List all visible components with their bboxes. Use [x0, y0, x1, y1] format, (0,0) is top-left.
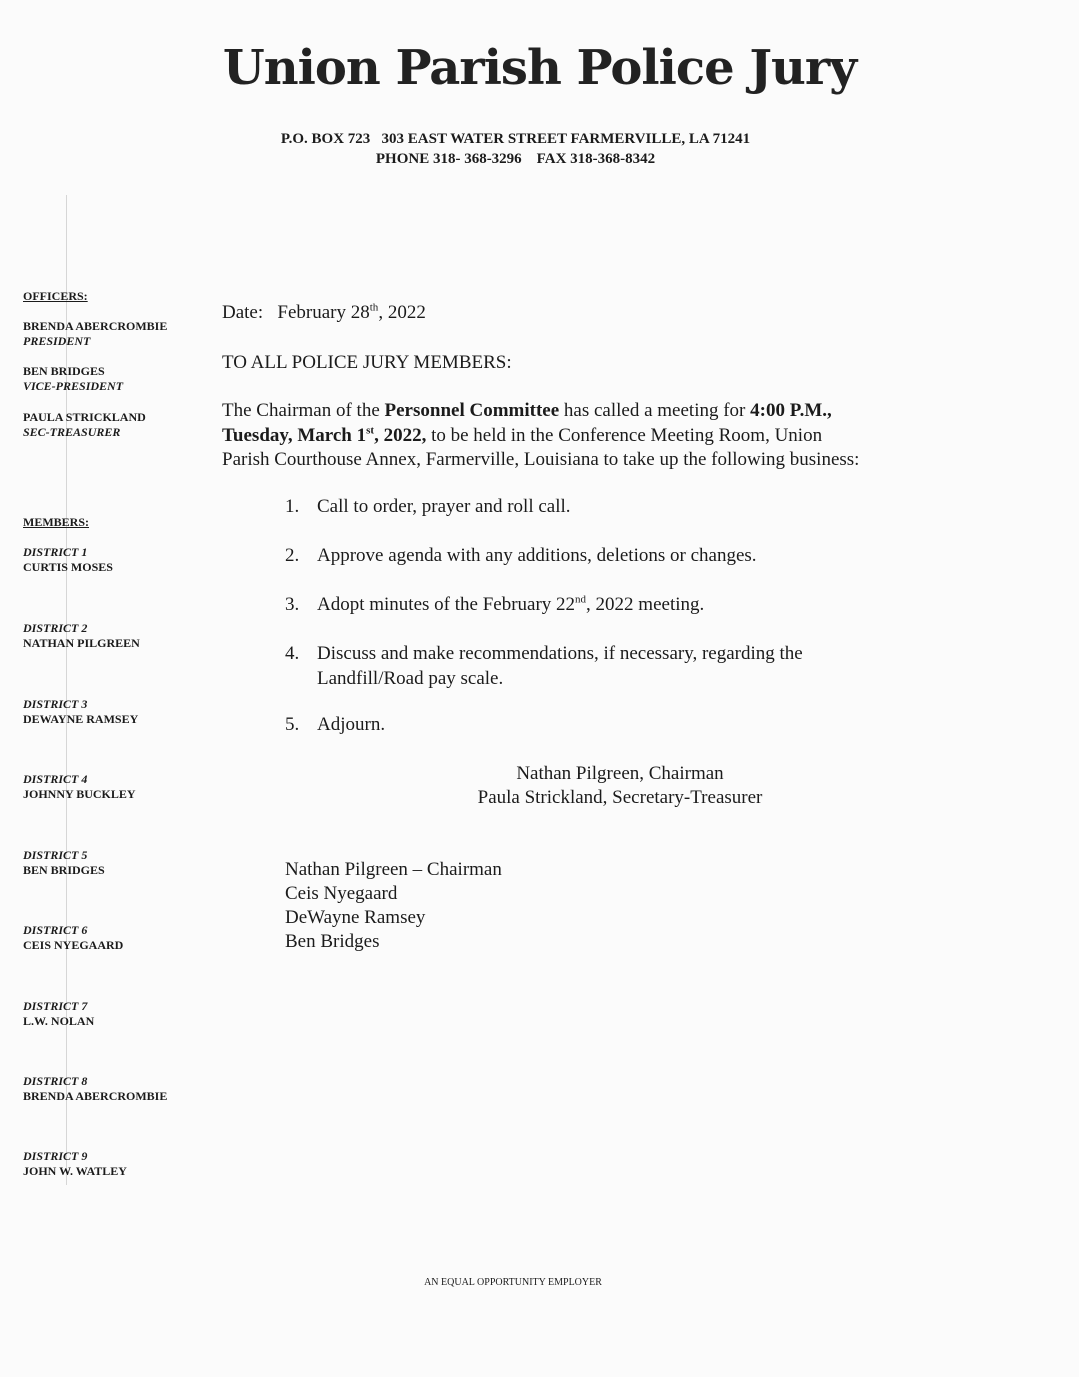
- letter-salutation: TO ALL POLICE JURY MEMBERS:: [222, 352, 512, 373]
- member-district-4: DISTRICT 4 JOHNNY BUCKLEY: [23, 772, 136, 801]
- member-district-9: DISTRICT 9 JOHN W. WATLEY: [23, 1149, 127, 1178]
- agenda-item-2: 2. Approve agenda with any additions, deletions or changes.: [285, 545, 757, 566]
- officer-vice-president: BEN BRIDGES VICE-PRESIDENT: [23, 364, 124, 393]
- officers-heading: OFFICERS:: [23, 289, 88, 303]
- signature-secretary: Paula Strickland, Secretary-Treasurer: [477, 787, 763, 808]
- officer-sec-treasurer: PAULA STRICKLAND SEC-TREASURER: [23, 410, 146, 439]
- committee-member: Ceis Nyegaard: [285, 883, 398, 904]
- member-district-2: DISTRICT 2 NATHAN PILGREEN: [23, 621, 140, 650]
- member-district-5: DISTRICT 5 BEN BRIDGES: [23, 848, 105, 877]
- member-district-1: DISTRICT 1 CURTIS MOSES: [23, 545, 113, 574]
- agenda-item-5: 5. Adjourn.: [285, 714, 386, 735]
- letterhead-title: Union Parish Police Jury: [222, 40, 857, 96]
- member-district-8: DISTRICT 8 BRENDA ABERCROMBIE: [23, 1074, 168, 1103]
- agenda-item-1: 1. Call to order, prayer and roll call.: [285, 496, 571, 517]
- member-district-7: DISTRICT 7 L.W. NOLAN: [23, 999, 95, 1028]
- committee-member: Nathan Pilgreen – Chairman: [285, 859, 502, 880]
- phone-line: PHONE 318- 368-3296 FAX 318-368-8342: [375, 151, 656, 167]
- letter-paragraph: The Chairman of the Personnel Committee has called a meeting for 4:00 P.M., Tuesday, March 1st, 2022, to be held in the Conference Meeting Room, Union Parish Courthouse Annex, Farmerville, Louisiana to take up the following business:: [222, 400, 860, 470]
- committee-member: Ben Bridges: [285, 931, 380, 952]
- address-line: P.O. BOX 723 303 EAST WATER STREET FARMERVILLE, LA 71241: [280, 131, 751, 147]
- letter-date: Date: February 28th, 2022: [222, 301, 426, 323]
- member-district-3: DISTRICT 3 DEWAYNE RAMSEY: [23, 697, 139, 726]
- officer-president: BRENDA ABERCROMBIE PRESIDENT: [23, 319, 168, 348]
- committee-member: DeWayne Ramsey: [285, 907, 426, 928]
- member-district-6: DISTRICT 6 CEIS NYEGAARD: [23, 923, 124, 952]
- agenda-item-3: 3. Adopt minutes of the February 22nd, 2022 meeting.: [285, 593, 705, 615]
- members-heading: MEMBERS:: [23, 515, 89, 529]
- agenda-item-4: 4. Discuss and make recommendations, if necessary, regarding the Landfill/Road pay scale.: [285, 643, 803, 689]
- footer-note: AN EQUAL OPPORTUNITY EMPLOYER: [424, 1277, 602, 1288]
- signature-chair: Nathan Pilgreen, Chairman: [516, 763, 724, 784]
